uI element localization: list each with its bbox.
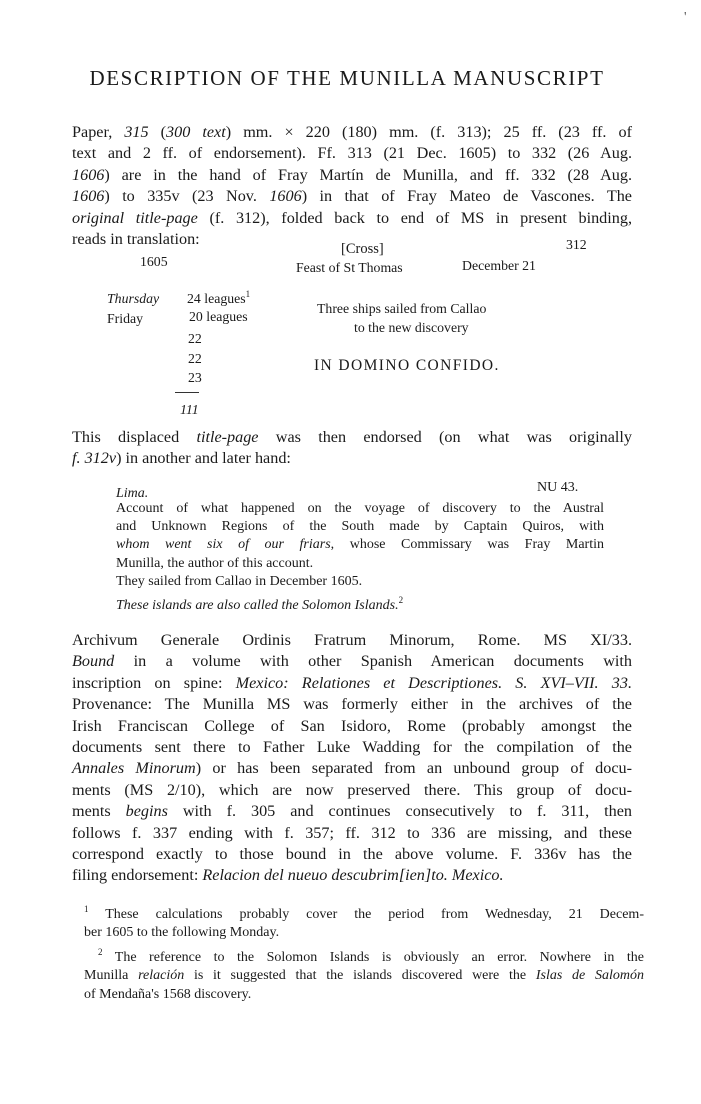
intro-line-4: 1606) to 335v (23 Nov. 1606) in that of Fray Mateo de Vascones. The (72, 187, 632, 206)
intro-line-6: reads in translation: (72, 230, 200, 249)
archive-paragraph (72, 630, 632, 887)
title-page-number-22b: 22 (188, 351, 202, 366)
title-page-feast: Feast of St Thomas (296, 260, 403, 275)
sum-rule (175, 392, 199, 393)
title-page-number-23: 23 (188, 370, 202, 385)
archive-line-3: inscription on spine: Mexico: Relationes et Descriptiones. S. XVI–VII. 33. (72, 673, 632, 692)
corner-mark: ' (684, 10, 687, 25)
title-page-cross: [Cross] (341, 241, 384, 257)
intro-line-5: original title-page (f. 312), folded back to end of MS in present binding, (72, 208, 632, 227)
footnote-1-line-1: $^1$ These calculations probably cover the period from Wednesday, 21 Decem- (84, 904, 644, 922)
title-page-day-thursday: Thursday (107, 291, 160, 306)
title-page-leagues-2: 20 leagues (189, 309, 248, 324)
intro-line-3: 1606) are in the hand of Fray Martín de Munilla, and ff. 332 (28 Aug. (72, 165, 632, 184)
endorsement-line-2: and Unknown Regions of the South made by Captain Quiros, with (116, 519, 604, 535)
endorsement-line-3: whom went six of our friars, whose Commissary was Fray Martin (116, 537, 604, 553)
footnote-ref-1: 1 (245, 289, 251, 299)
title-page-ships-line-1: Three ships sailed from Callao (317, 301, 487, 316)
archive-line-8: ments (MS 2/10), which are now preserved there. This group of docu- (72, 780, 632, 799)
footnote-2-line-3: of Mendaña's 1568 discovery. (84, 986, 252, 1002)
displaced-line-1: This displaced title-page was then endorsed (on what was originally (72, 428, 632, 446)
footnote-1-line-2: ber 1605 to the following Monday. (84, 925, 280, 941)
title-page-folio: 312 (566, 237, 587, 252)
endorsement-line-4: Munilla, the author of this account. (116, 555, 314, 571)
archive-line-11: correspond exactly to those bound in the above volume. F. 336v has the (72, 845, 632, 864)
page-heading: DESCRIPTION OF THE MUNILLA MANUSCRIPT (89, 66, 605, 90)
footnote-2-line-1: $^2$ The reference to the Solomon Islands is obviously an error. Nowhere in the (98, 946, 644, 965)
title-page-date: December 21 (462, 258, 536, 273)
title-page-day-friday: Friday (107, 311, 144, 326)
endorsement-number: NU 43. (537, 480, 579, 495)
title-page-number-22a: 22 (188, 331, 202, 346)
footnote-2-line-2: Munilla relación is it suggested that the islands discovered were the Islas de Salomón (84, 968, 644, 984)
intro-paragraph (72, 122, 632, 250)
displaced-paragraph (72, 427, 632, 470)
endorsement-line-5: They sailed from Callao in December 1605. (116, 573, 363, 589)
title-page-leagues-1: 24 leagues$^1$ (187, 289, 251, 306)
intro-line-1: Paper, 315 (300 text) mm. × 220 (180) mm. (f. 313); 25 ff. (23 ff. of (72, 123, 633, 141)
archive-line-7: Annales Minorum) or has been separated from an unbound group of docu- (72, 759, 633, 778)
endorsement-place: Lima. (116, 486, 149, 501)
displaced-line-2: f. 312v) in another and later hand: (72, 449, 291, 468)
footnotes (84, 900, 644, 1004)
archive-line-5: Irish Franciscan College of San Isidoro, Rome (probably amongst the (72, 716, 632, 735)
title-page-motto: IN DOMINO CONFIDO. (314, 357, 500, 374)
endorsement-quote (116, 500, 604, 615)
archive-line-2: Bound in a volume with other Spanish American documents with (72, 652, 632, 671)
endorsement-line-6: These islands are also called the Solomon Islands.$^2$ (116, 595, 404, 614)
footnote-ref-2: 2 (398, 595, 404, 606)
archive-line-6: documents sent there to Father Luke Wadding for the compilation of the (72, 738, 632, 757)
archive-line-9: ments begins with f. 305 and continues consecutively to f. 311, then (72, 802, 632, 821)
endorsement-line-1: Account of what happened on the voyage of discovery to the Austral (116, 501, 604, 516)
title-page-total: 111 (180, 402, 199, 417)
title-page-year: 1605 (140, 254, 168, 269)
archive-line-12: filing endorsement: Relacion del nueuo descubrim[ien]to. Mexico. (72, 866, 504, 885)
archive-line-10: follows f. 337 ending with f. 357; ff. 312 to 336 are missing, and these (72, 823, 632, 842)
title-page-ships-line-2: to the new discovery (354, 320, 469, 335)
archive-line-1: Archivum Generale Ordinis Fratrum Minorum, Rome. MS XI/33. (72, 631, 632, 649)
archive-line-4: Provenance: The Munilla MS was formerly either in the archives of the (72, 695, 632, 714)
intro-line-2: text and 2 ff. of endorsement). Ff. 313 (21 Dec. 1605) to 332 (26 Aug. (72, 144, 632, 163)
